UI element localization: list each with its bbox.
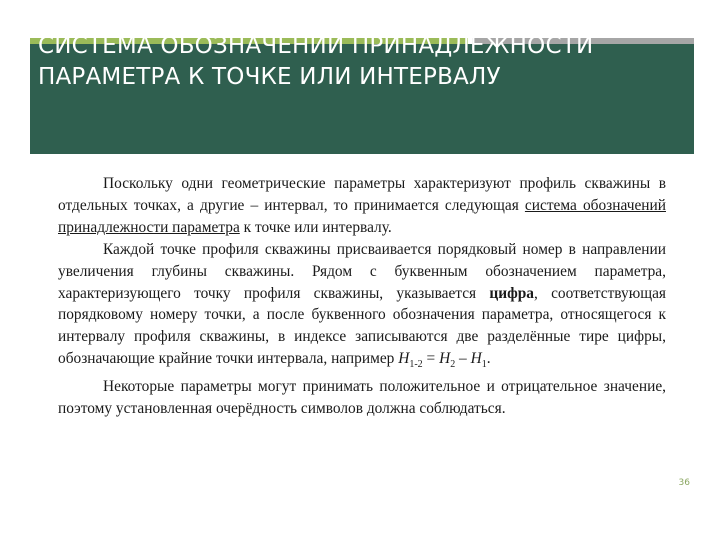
paragraph-1: [58, 173, 666, 239]
formula-minus: –: [455, 350, 471, 368]
formula: [398, 350, 491, 371]
slide-title: СИСТЕМА ОБОЗНАЧЕНИЙ ПРИНАДЛЕЖНОСТИ ПАРАМЕТРА К ТОЧКЕ ИЛИ ИНТЕРВАЛУ: [38, 33, 594, 90]
formula-b: H: [470, 350, 482, 368]
slide-body: [58, 173, 666, 420]
p1-text-start: Поскольку одни геометрические параметры характеризуют профиль скважины в отдельных точках, а другие – интервал, то принимается следующая: [58, 175, 666, 214]
p2-text-start: Каждой точке профиля скважины присваивается порядковый номер в направлении увеличения глубины скважины. Рядом с буквенным обозначением параметра, характеризующего точку профиля скважины, указывается: [58, 240, 666, 302]
formula-end: .: [486, 350, 491, 368]
formula-lhs: H: [398, 350, 410, 368]
formula-a: H: [439, 350, 451, 368]
paragraph-2: [58, 239, 666, 377]
formula-a-sub: 2: [450, 359, 456, 371]
formula-b-sub: 1: [481, 359, 487, 371]
p2-bold-term: цифра: [489, 284, 534, 302]
formula-equals: =: [422, 350, 440, 368]
page-number: 36: [678, 478, 690, 488]
p1-text-end: к точке или интервалу.: [239, 218, 392, 236]
paragraph-3: Некоторые параметры могут принимать положительное и отрицательное значение, поэтому установленная очерёдность символов должна соблюдаться.: [58, 378, 666, 418]
formula-lhs-sub: 1-2: [409, 359, 423, 371]
p1-underlined-term: система обозначений принадлежности параметра: [58, 196, 666, 236]
p2-text-middle: , соответствующая порядковому номеру точки, а после буквенного обозначения параметра, относящегося к интервалу профиля скважины, в индексе записываются две разделённые тире цифры, обозначающие крайние точки интервала, например: [58, 284, 666, 368]
